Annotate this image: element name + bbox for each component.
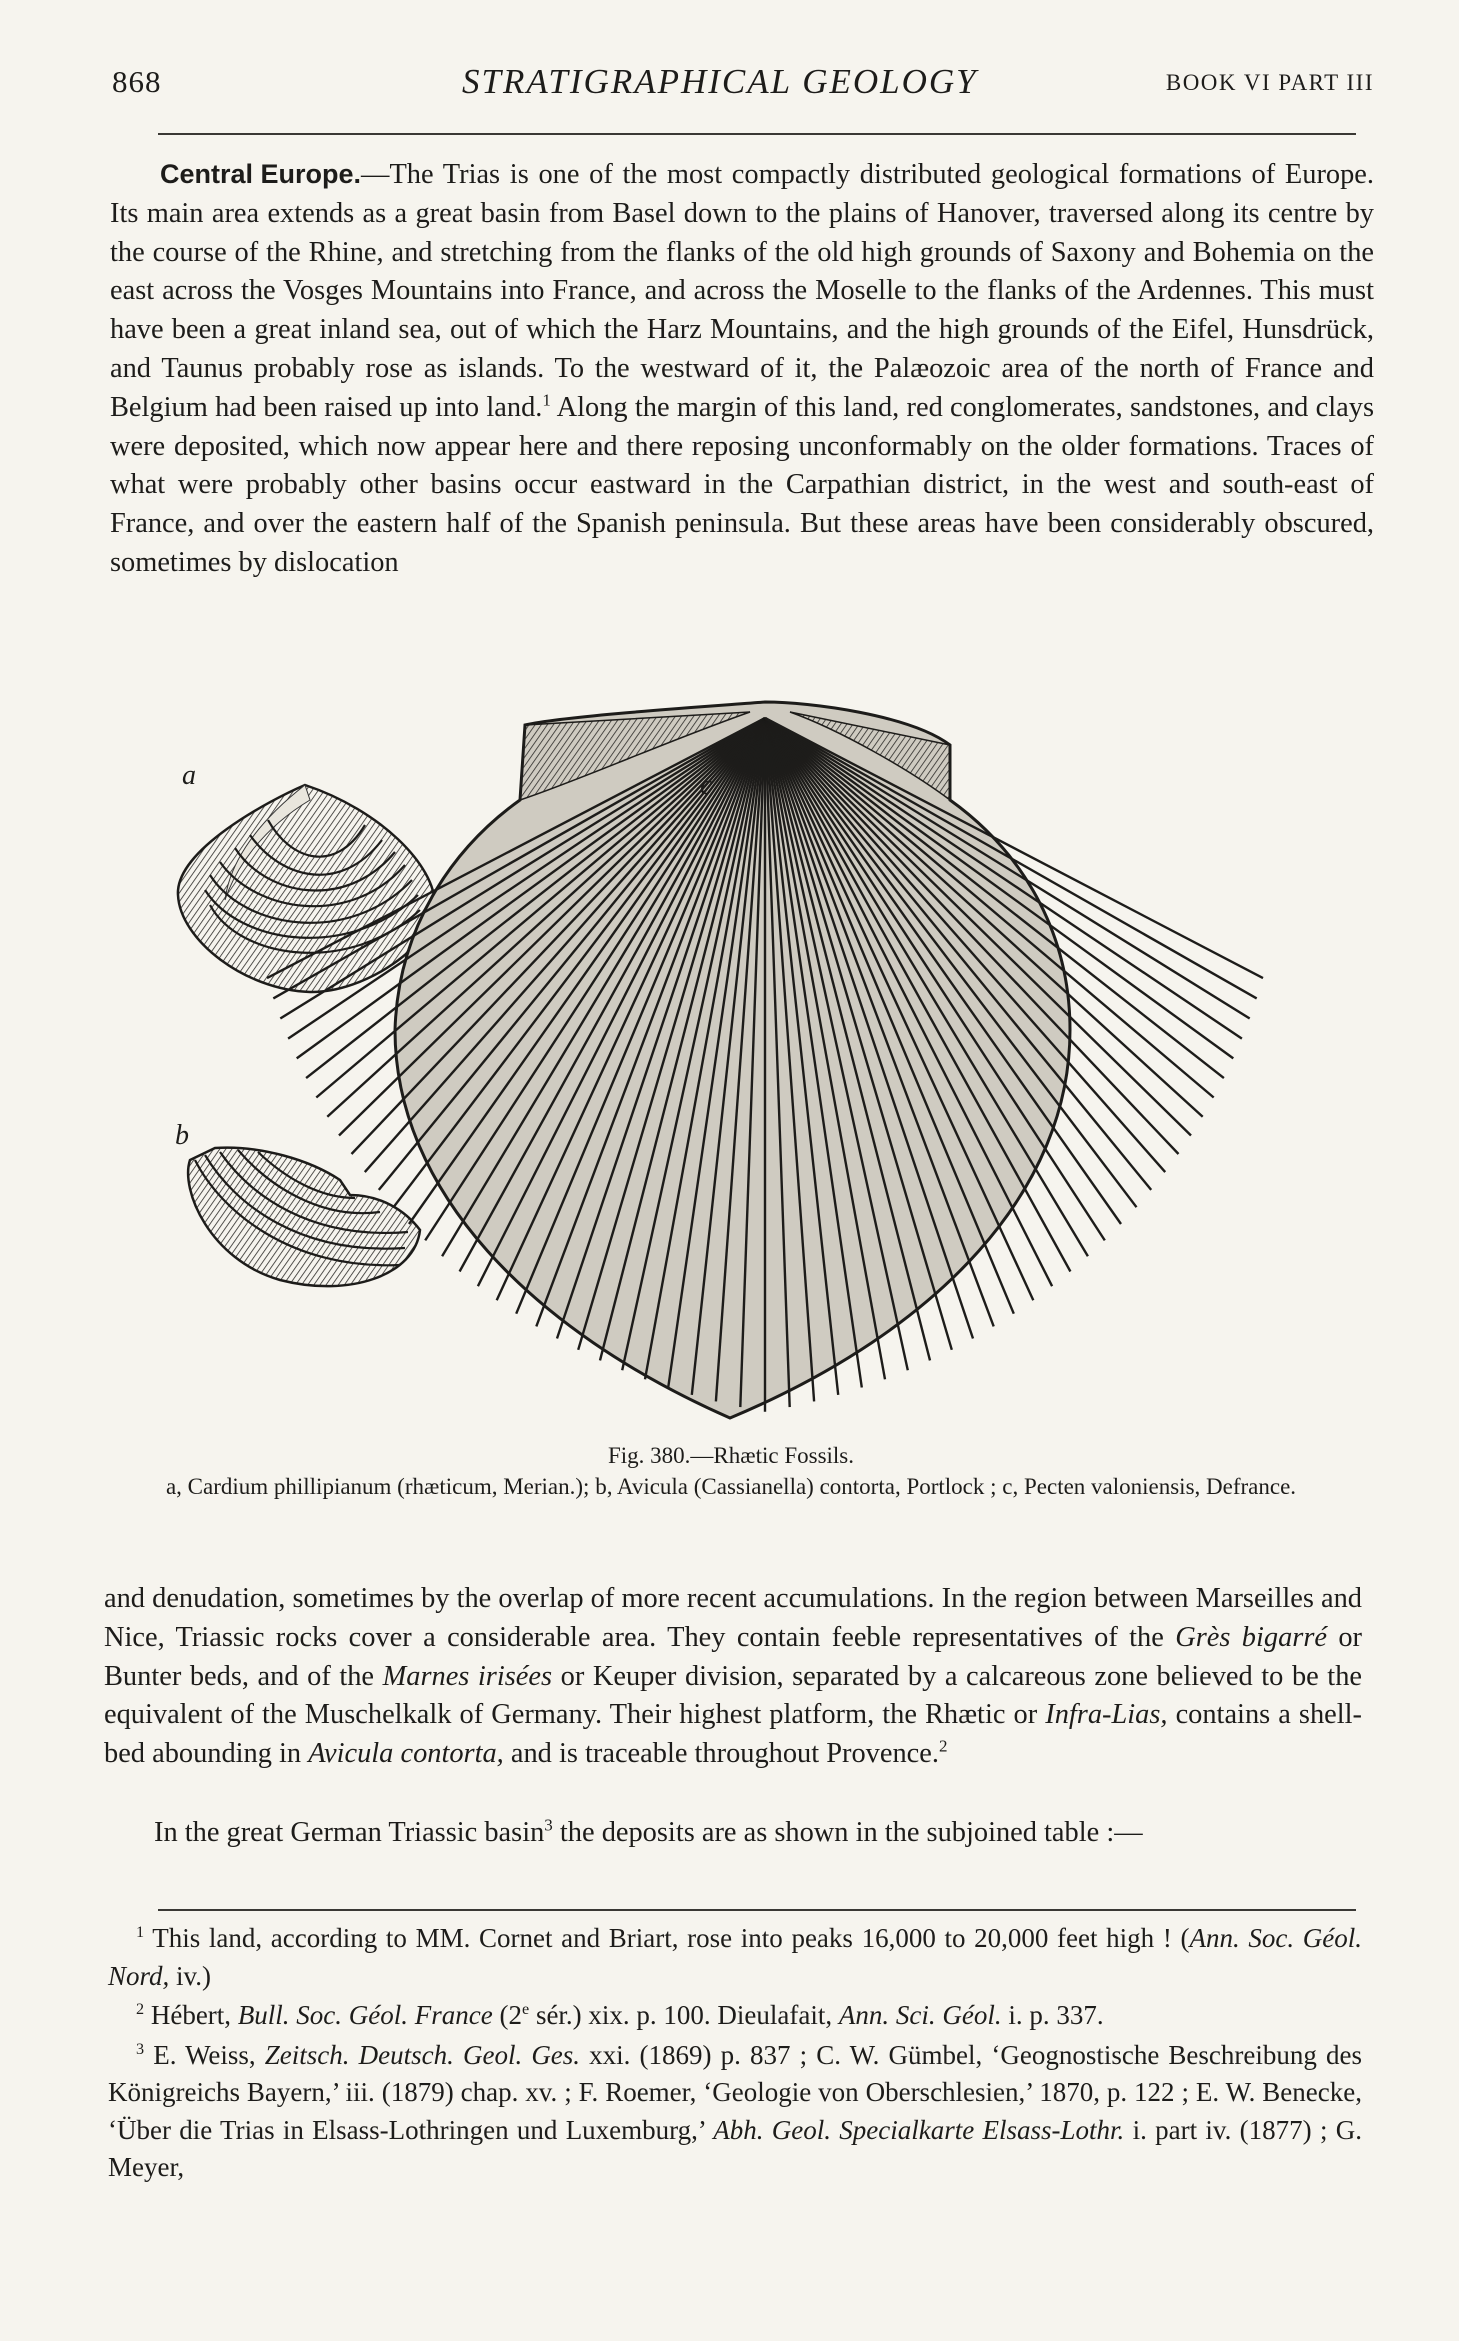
citation-title: Ann. Soc. Géol. Nord, [108,1923,1362,1991]
figure-caption [100,1440,1362,1502]
text-run: the deposits are as shown in the subjoined table :— [552,1817,1143,1848]
superscript: e [522,2000,530,2018]
book-part-label: BOOK VI PART III [1165,70,1374,95]
figure-label-b: b [175,1120,189,1151]
citation-title: Abh. Geol. Specialkarte Elsass-Lothr. [713,2114,1125,2145]
footnote-number: 2 [136,2000,145,2018]
text-run: and denudation, sometimes by the overlap of more recent accumulations. In the region between Marseilles and Nice, Triassic rocks cover a considerable area. They contain feeble representatives of the [104,1583,1362,1653]
shell-b-avicula [188,1148,420,1287]
footnote-1 [108,1920,1362,1995]
footnote-text: This land, according to MM. Cornet and Briart, rose into peaks 16,000 to 20,000 feet high ! ( [144,1923,1190,1953]
text-run: or Bunter beds, and of the [104,1621,1362,1692]
shell-c-pecten [267,702,1263,1418]
figure-label-a: a [182,760,196,791]
footnote-text: E. Weiss, [144,2039,265,2070]
fossil-illustrations [150,690,1330,1430]
citation-title: Bull. Soc. Géol. France [237,2000,493,2030]
figure-legend: a, Cardium phillipianum (rhæticum, Merian.); b, Avicula (Cassianella) contorta, Portlock ; c, Pecten valoniensis, Defrance. [165,1474,1297,1499]
footnote-number: 3 [136,2039,145,2058]
italic-term: Marnes irisées [382,1660,553,1692]
paragraph-denudation [104,1580,1362,1774]
italic-term: Avicula contorta, [308,1738,504,1770]
paragraph-central-europe [110,155,1374,583]
footnote-text: (2 [492,2000,522,2030]
text-run: and is traceable throughout Provence. [503,1738,939,1770]
citation-title: Ann. Sci. Géol. [838,2000,1002,2030]
footnotes [108,1920,1362,2189]
footnote-ref-2[interactable]: 2 [938,1736,948,1756]
footnote-text: Hébert, [144,2000,238,2030]
running-title: STRATIGRAPHICAL GEOLOGY [462,62,978,101]
text-run: In the great German Triassic basin [154,1817,545,1848]
header-rule [158,133,1356,135]
page-number: 868 [112,64,162,99]
footnote-ref-1[interactable]: 1 [542,390,551,410]
figure-label-c: c [700,770,713,801]
footnote-text: sér.) xix. p. 100. Dieulafait, [529,2000,839,2030]
footnote-2 [108,1997,1362,2035]
running-head [112,64,1374,108]
footnote-ref-3[interactable]: 3 [544,1815,553,1835]
text-run: or Keuper division, separated by a calcareous zone believed to be the equivalent of the Muschelkalk of Germany. Their highest platform, the Rhætic or [104,1660,1362,1731]
figure-title: Fig. 380.—Rhætic Fossils. [607,1443,855,1468]
footnote-text: i. part iv. (1877) ; G. Meyer, [108,2114,1362,2182]
footnote-number: 1 [136,1923,145,1941]
paragraph-text-continued: Along the margin of this land, red conglomerates, sandstones, and clays were deposited, which now appear here and there reposing unconformably on the older formations. Traces of what were probably other basins occur eastward in the Carpathian district, in the west and south-east of France, and over the eastern half of the Spanish peninsula. But these areas have been considerably obscured, sometimes by dislocation [110,391,1374,578]
section-runin-heading: Central Europe. [160,159,362,189]
figure-rhaetic-fossils [150,690,1330,1430]
italic-term: Grès bigarré [1175,1621,1327,1653]
paragraph-german-basin [104,1814,1362,1853]
footnote-text: iv.) [169,1960,212,1991]
footnote-rule [158,1909,1356,1911]
shell-a-cardium [178,785,435,992]
footnote-3 [108,2037,1362,2187]
citation-title: Zeitsch. Deutsch. Geol. Ges. [264,2039,581,2070]
footnote-text: xxi. (1869) p. 837 ; C. W. Gümbel, ‘Geognostische Beschreibung des Königreichs Bayern,’ iii. (1879) chap. xv. ; F. Roemer, ‘Geologie von Oberschlesien,’ 1870, p. 122 ; E. W. Benecke, ‘Über die Trias in Elsass-Lothringen und Luxemburg,’ [108,2039,1362,2145]
footnote-text: i. p. 337. [1001,2000,1104,2030]
paragraph-text: —The Trias is one of the most compactly distributed geological formations of Europe. Its main area extends as a great basin from Basel down to the plains of Hanover, traversed along its centre by the course of the Rhine, and stretching from the flanks of the old high grounds of Saxony and Bohemia on the east across the Vosges Mountains into France, and across the Moselle to the flanks of the Ardennes. This must have been a great inland sea, out of which the Harz Mountains, and the high grounds of the Eifel, Hunsdrück, and Taunus probably rose as islands. To the westward of it, the Palæozoic area of the north of France and Belgium had been raised up into land. [110,159,1374,423]
italic-term: Infra-Lias, [1045,1699,1168,1731]
text-run: contains a shell-bed abounding in [104,1699,1362,1770]
